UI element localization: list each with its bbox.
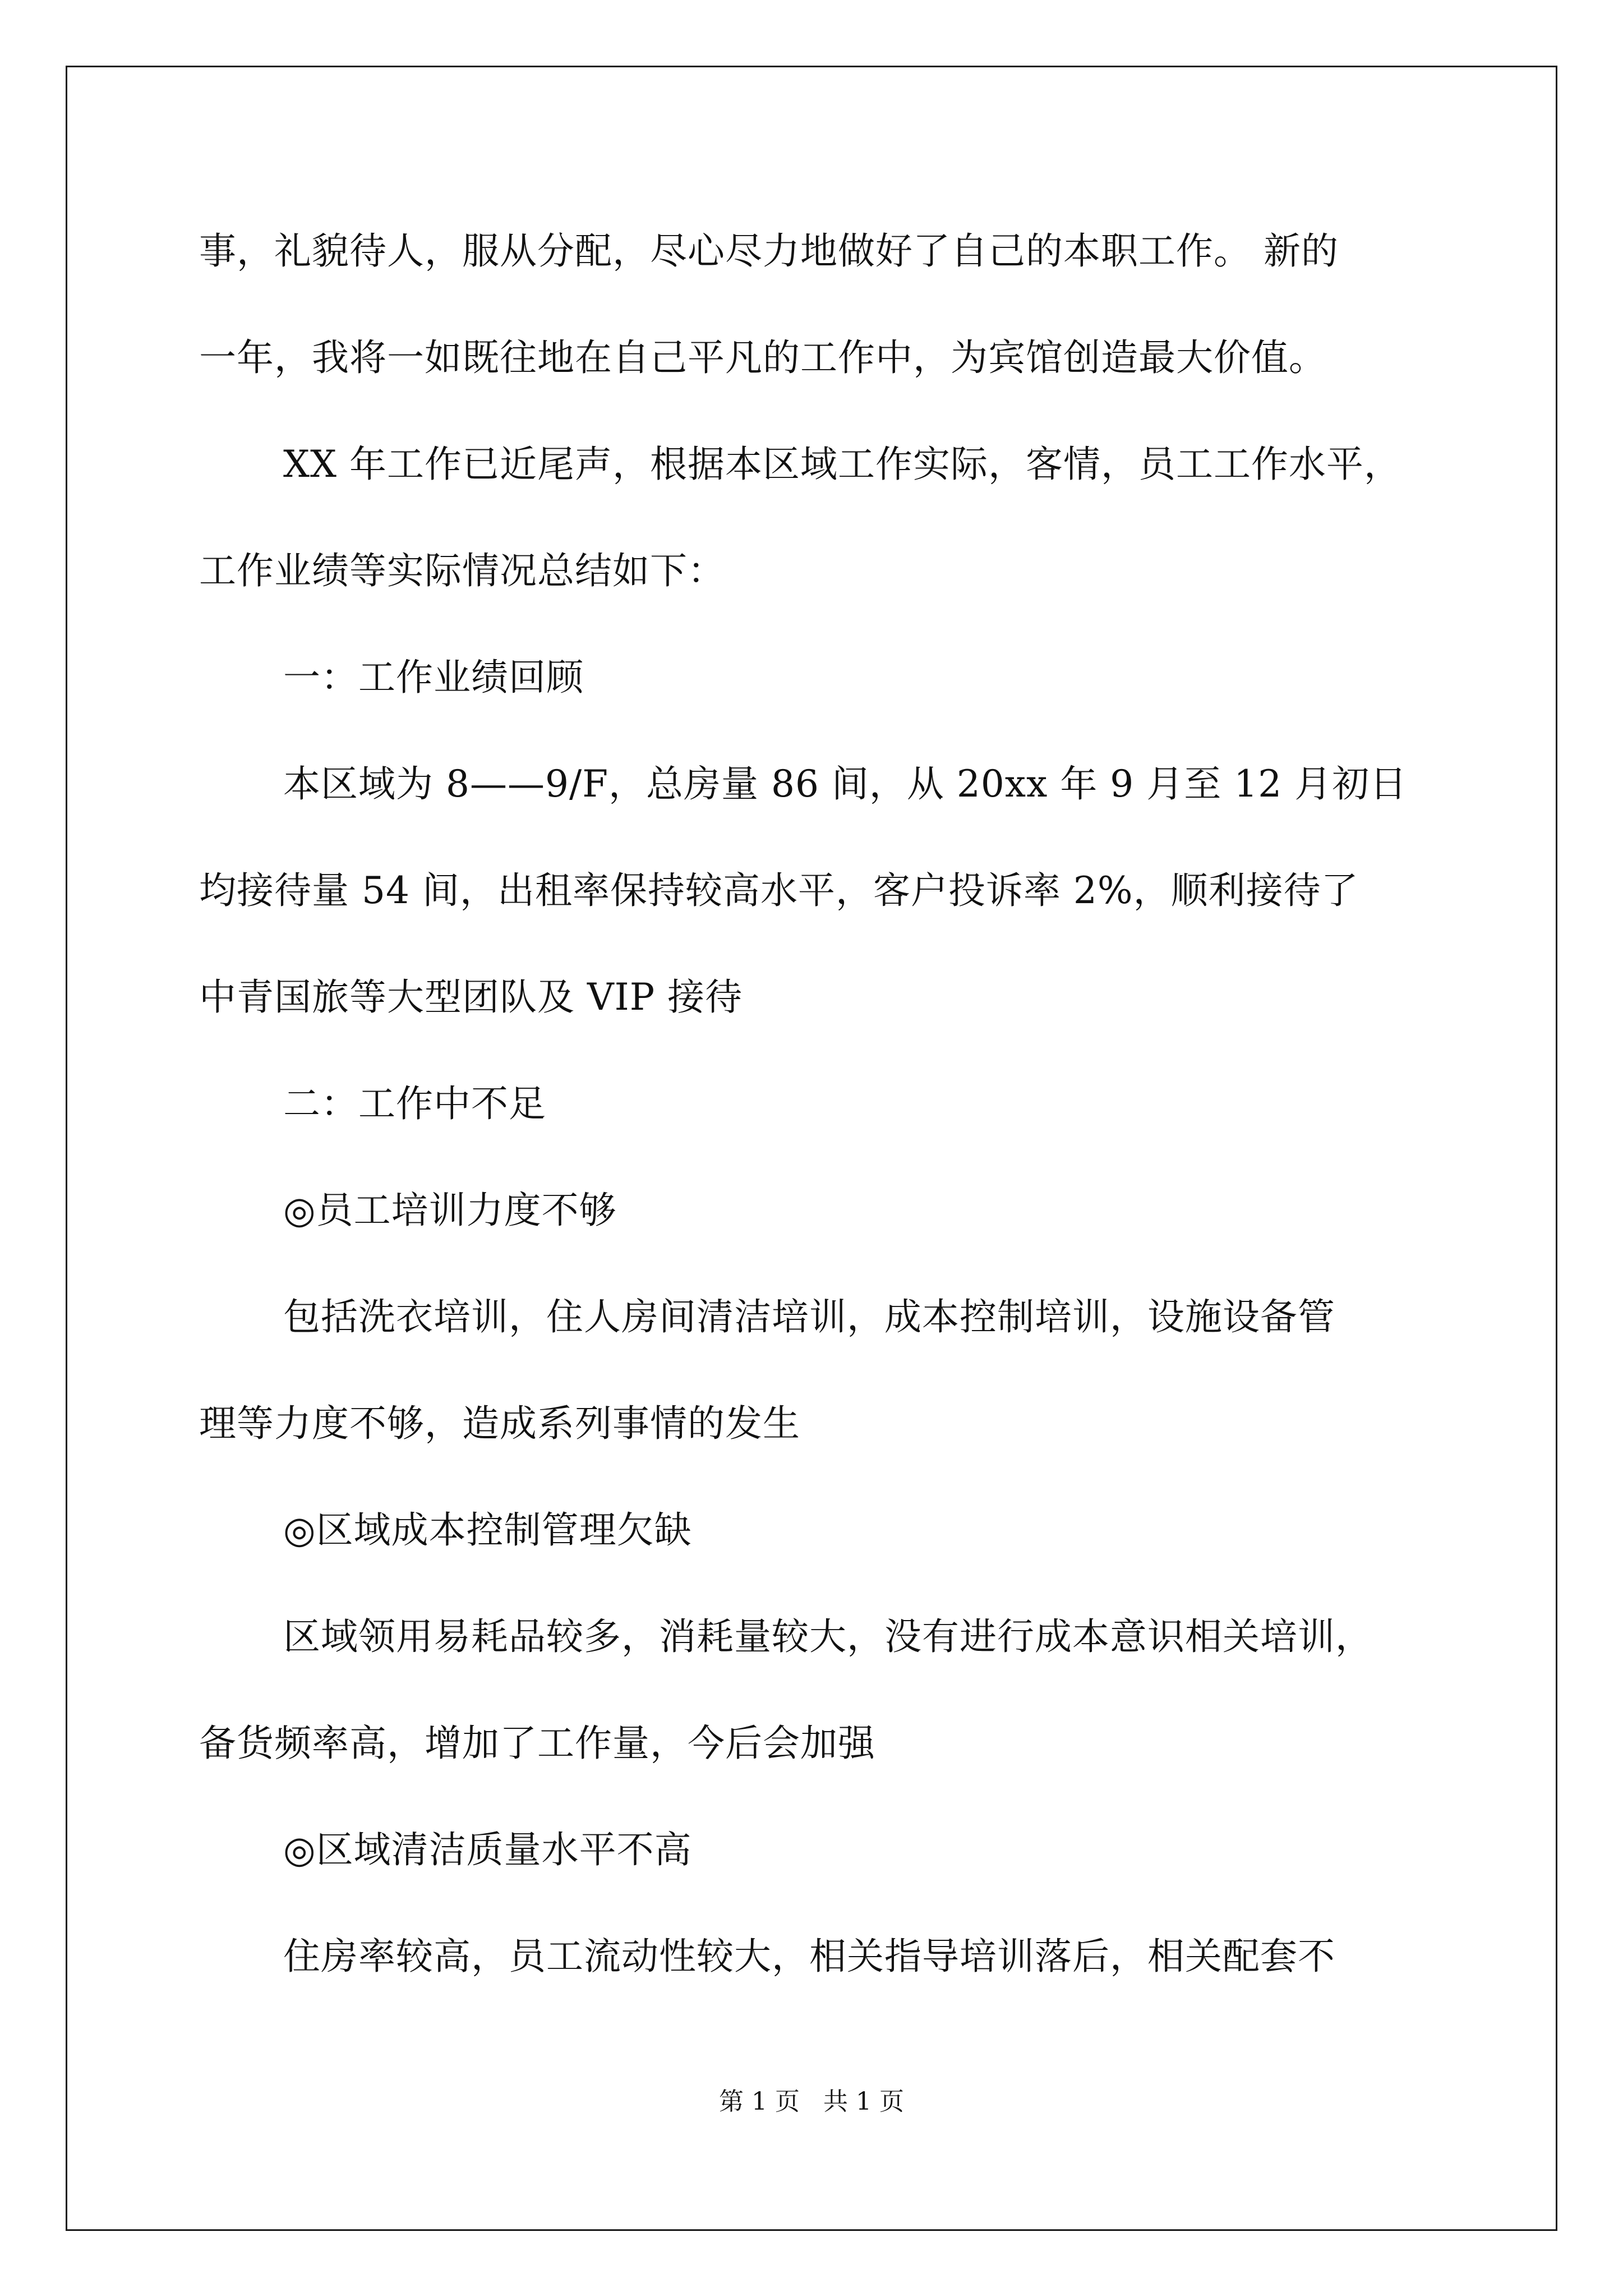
bullet-heading: ◎员工培训力度不够 [283,1189,617,1232]
body-text-line: 备货频率高，增加了工作量，今后会加强 [199,1722,875,1765]
section-heading: 一：工作业绩回顾 [283,656,584,699]
bullet-heading: ◎区域清洁质量水平不高 [283,1828,692,1871]
body-text-line: 均接待量 54 间，出租率保持较高水平，客户投诉率 2%，顺利接待了 [199,869,1359,912]
body-text-line: 事，礼貌待人，服从分配，尽心尽力地做好了自己的本职工作。 新的 [199,229,1339,273]
body-text-line: 理等力度不够，造成系列事情的发生 [199,1402,800,1445]
page-number-footer: 第 1 页 共 1 页 [719,2087,904,2116]
paragraph-first-line: 包括洗衣培训，住人房间清洁培训，成本控制培训，设施设备管 [283,1295,1335,1338]
bullet-heading: ◎区域成本控制管理欠缺 [283,1508,692,1552]
section-heading: 二：工作中不足 [283,1082,546,1125]
page-border [66,66,1557,2231]
body-text-line: 中青国旅等大型团队及 VIP 接待 [199,976,743,1019]
body-text-line: 一年，我将一如既往地在自己平凡的工作中，为宾馆创造最大价值。 [199,336,1326,379]
body-text-line: 工作业绩等实际情况总结如下： [199,549,725,592]
paragraph-first-line: XX 年工作已近尾声，根据本区域工作实际，客情，员工工作水平， [283,443,1401,486]
paragraph-first-line: 住房率较高，员工流动性较大，相关指导培训落后，相关配套不 [283,1935,1335,1978]
paragraph-first-line: 本区域为 8——9/F，总房量 86 间，从 20xx 年 9 月至 12 月初日 [283,762,1408,806]
paragraph-first-line: 区域领用易耗品较多，消耗量较大，没有进行成本意识相关培训， [283,1615,1373,1658]
